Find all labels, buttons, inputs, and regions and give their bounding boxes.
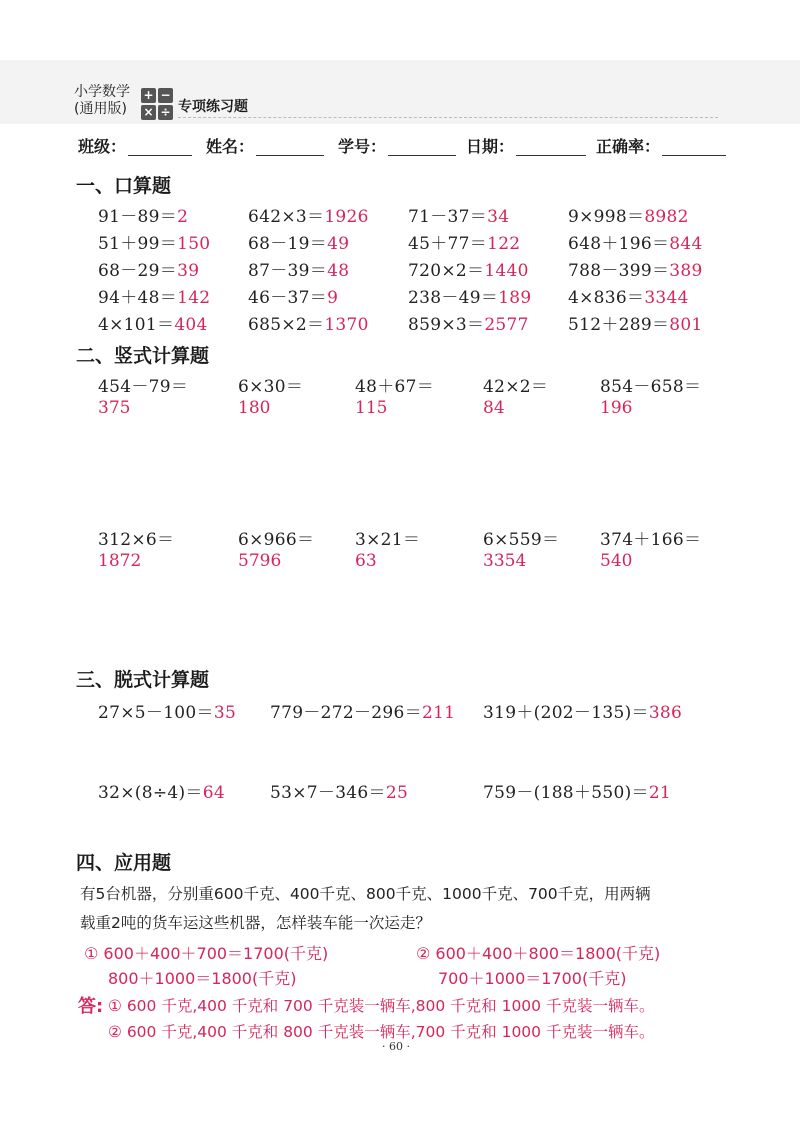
stepwise-answer: 25 [385, 783, 409, 803]
oral-answer: 1440 [484, 261, 529, 281]
vertical-question: 454－79＝ [98, 377, 189, 397]
oral-item [408, 256, 529, 281]
vertical-question: 48＋67＝ [355, 377, 435, 397]
vertical-answer: 540 [600, 551, 633, 571]
oral-answer: 150 [177, 234, 211, 254]
oral-item [98, 229, 210, 254]
oral-item [568, 310, 703, 335]
oral-answer: 122 [487, 234, 521, 254]
vertical-question: 42×2＝ [483, 377, 549, 397]
oral-question: 788－399＝ [568, 261, 670, 281]
oral-item [98, 283, 210, 308]
oral-item [248, 283, 338, 308]
oral-answer: 2 [177, 207, 189, 227]
operator-icons [141, 88, 173, 120]
field-name-label: 姓名： [206, 137, 255, 156]
method-1-line-2: 800＋1000＝1800(千克) [108, 969, 297, 988]
oral-question: 512＋289＝ [568, 315, 670, 335]
oral-question: 685×2＝ [248, 315, 325, 335]
method-1-line-1: ① 600＋400＋700＝1700(千克) [84, 944, 329, 963]
oral-question: 91－89＝ [98, 207, 178, 227]
header-divider [178, 117, 718, 118]
vertical-answer: 63 [355, 551, 377, 571]
oral-answer: 3344 [644, 288, 689, 308]
oral-item [408, 310, 529, 335]
oral-question: 648＋196＝ [568, 234, 670, 254]
section-1-title: 一、口算题 [76, 175, 172, 197]
oral-item [568, 283, 689, 308]
vertical-question: 854－658＝ [600, 377, 702, 397]
oral-question: 71－37＝ [408, 207, 488, 227]
plus-icon: + [141, 88, 156, 103]
stepwise-item [270, 778, 408, 803]
oral-item [248, 256, 349, 281]
series-title: 专项练习题 [178, 99, 248, 115]
stepwise-question: 27×5－100＝ [98, 703, 214, 723]
stepwise-answer: 386 [648, 703, 683, 723]
field-name [206, 134, 324, 157]
oral-item [568, 202, 689, 227]
oral-item [98, 256, 199, 281]
oral-question: 238－49＝ [408, 288, 499, 308]
page-number: · 60 · [382, 1040, 410, 1053]
oral-question: 46－37＝ [248, 288, 328, 308]
stepwise-question: 759－(188＋550)＝ [483, 783, 649, 803]
oral-question: 720×2＝ [408, 261, 485, 281]
field-date [466, 134, 586, 157]
oral-question: 859×3＝ [408, 315, 485, 335]
problem-text-line-1: 有5台机器，分别重600千克、400千克、800千克、1000千克、700千克，用两辆 [80, 885, 651, 903]
oral-question: 68－19＝ [248, 234, 328, 254]
field-accuracy [596, 134, 726, 157]
oral-answer: 34 [487, 207, 510, 227]
answer-line-2: ② 600 千克,400 千克和 800 千克装一辆车,700 千克和 1000 千克装一辆车。 [108, 1023, 655, 1041]
oral-answer: 49 [327, 234, 350, 254]
stepwise-question: 319＋(202－135)＝ [483, 703, 649, 723]
oral-item [408, 229, 520, 254]
oral-answer: 39 [177, 261, 200, 281]
stepwise-answer: 21 [648, 783, 672, 803]
stepwise-item [483, 698, 682, 723]
answer-label: 答: [78, 996, 104, 1017]
vertical-question: 6×966＝ [238, 530, 315, 550]
oral-answer: 2577 [484, 315, 529, 335]
stepwise-question: 32×(8÷4)＝ [98, 783, 203, 803]
section-2-title: 二、竖式计算题 [76, 345, 210, 367]
oral-answer: 844 [669, 234, 703, 254]
oral-item [408, 202, 509, 227]
vertical-answer: 84 [483, 398, 505, 418]
oral-answer: 389 [669, 261, 703, 281]
stepwise-question: 53×7－346＝ [270, 783, 386, 803]
oral-item [98, 202, 188, 227]
brand-line-2: (通用版) [74, 101, 127, 117]
field-accuracy-blank[interactable] [662, 139, 726, 156]
stepwise-item [483, 778, 671, 803]
method-2-line-2: 700＋1000＝1700(千克) [438, 969, 627, 988]
field-student-number-label: 学号： [338, 137, 387, 156]
stepwise-answer: 64 [202, 783, 225, 803]
multiply-icon: × [141, 105, 156, 120]
vertical-question: 312×6＝ [98, 530, 175, 550]
stepwise-answer: 35 [213, 703, 237, 723]
oral-item [98, 310, 208, 335]
field-class-blank[interactable] [128, 139, 192, 156]
stepwise-question: 779－272－296＝ [270, 703, 422, 723]
oral-answer: 9 [327, 288, 339, 308]
vertical-question: 374＋166＝ [600, 530, 702, 550]
problem-text-line-2: 载重2吨的货车运这些机器，怎样装车能一次运走？ [80, 914, 431, 932]
oral-item [568, 229, 703, 254]
vertical-question: 3×21＝ [355, 530, 421, 550]
brand-line-1: 小学数学 [74, 84, 130, 100]
vertical-question: 6×30＝ [238, 377, 304, 397]
vertical-question: 6×559＝ [483, 530, 560, 550]
field-date-blank[interactable] [516, 139, 586, 156]
vertical-answer: 196 [600, 398, 633, 418]
minus-icon: − [158, 88, 173, 103]
oral-item [568, 256, 703, 281]
section-4-title: 四、应用题 [76, 852, 172, 874]
oral-item [408, 283, 532, 308]
oral-question: 94＋48＝ [98, 288, 178, 308]
brand-label [74, 84, 130, 118]
vertical-answer: 115 [355, 398, 388, 418]
vertical-answer: 3354 [483, 551, 527, 571]
vertical-answer: 180 [238, 398, 271, 418]
oral-answer: 48 [327, 261, 350, 281]
oral-answer: 801 [669, 315, 703, 335]
oral-question: 51＋99＝ [98, 234, 178, 254]
field-date-label: 日期： [466, 137, 515, 156]
oral-question: 9×998＝ [568, 207, 645, 227]
oral-answer: 404 [174, 315, 208, 335]
stepwise-answer: 211 [421, 703, 456, 723]
oral-question: 87－39＝ [248, 261, 328, 281]
section-3-title: 三、脱式计算题 [76, 669, 210, 691]
oral-question: 68－29＝ [98, 261, 178, 281]
answer-line-1: ① 600 千克,400 千克和 700 千克装一辆车,800 千克和 1000 千克装一辆车。 [108, 997, 655, 1015]
oral-question: 642×3＝ [248, 207, 325, 227]
stepwise-item [98, 778, 225, 803]
field-class [78, 134, 192, 157]
oral-answer: 8982 [644, 207, 689, 227]
field-student-number [338, 134, 456, 157]
vertical-answer: 1872 [98, 551, 142, 571]
oral-item [248, 310, 369, 335]
field-class-label: 班级： [78, 137, 127, 156]
method-2-line-1: ② 600＋400＋800＝1800(千克) [416, 944, 661, 963]
divide-icon: ÷ [158, 105, 173, 120]
oral-question: 45＋77＝ [408, 234, 488, 254]
oral-answer: 1370 [324, 315, 369, 335]
oral-answer: 1926 [324, 207, 369, 227]
oral-answer: 142 [177, 288, 211, 308]
oral-item [248, 202, 369, 227]
oral-item [248, 229, 349, 254]
stepwise-item [270, 698, 455, 723]
vertical-answer: 5796 [238, 551, 282, 571]
field-accuracy-label: 正确率： [596, 137, 661, 156]
oral-question: 4×836＝ [568, 288, 645, 308]
vertical-answer: 375 [98, 398, 131, 418]
field-student-number-blank[interactable] [388, 139, 456, 156]
stepwise-item [98, 698, 236, 723]
oral-answer: 189 [498, 288, 532, 308]
field-name-blank[interactable] [256, 139, 324, 156]
oral-question: 4×101＝ [98, 315, 175, 335]
